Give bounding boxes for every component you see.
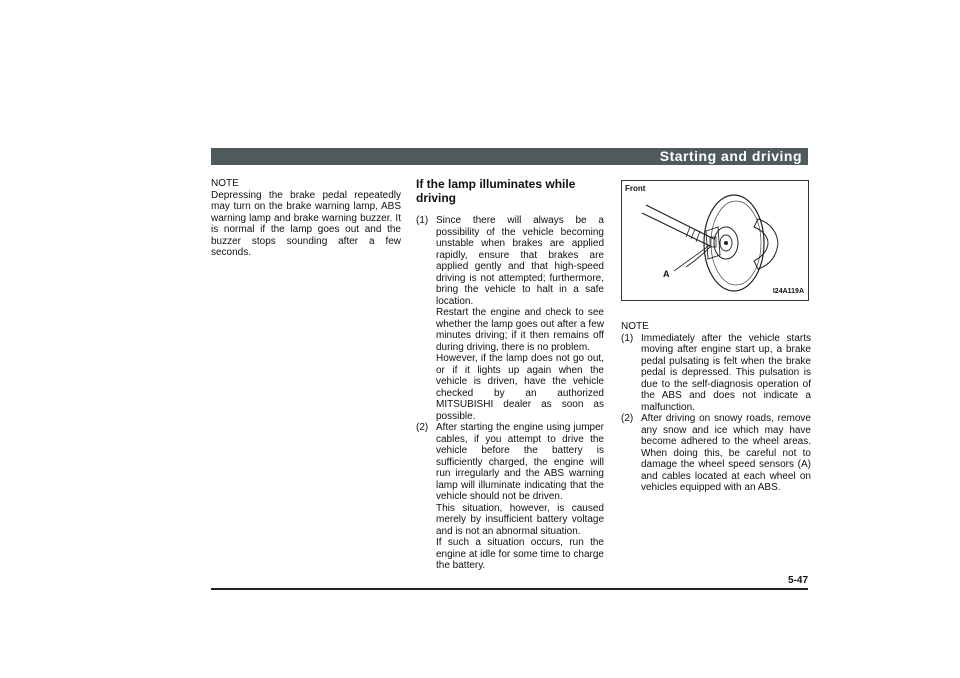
column-right [621, 180, 811, 494]
item-number: (1) [416, 215, 429, 226]
note-block [621, 321, 811, 494]
list-item [621, 413, 811, 494]
figure-code: I24A119A [772, 287, 804, 295]
item-number: (1) [621, 332, 634, 344]
item-paragraph: After starting the engine using jumper cables, if you attempt to drive the vehicle before the battery is sufficiently charged, the engine will run irregularly and the ABS warning lamp will illuminate indicating that the vehicle should not be driven. [436, 422, 604, 502]
list-item [416, 215, 604, 422]
page-number: 5-47 [787, 575, 808, 586]
item-paragraph: Since there will always be a possibility of the vehicle becoming unstable when brakes are applied rapidly, ensure that brakes are applied gently and that high-speed driving is not attempted; furthermore, bring the vehicle to halt in a safe location. [436, 215, 604, 307]
list-item [621, 333, 811, 414]
column-middle [416, 178, 604, 572]
item-body [436, 422, 604, 572]
section-header-bar [211, 148, 808, 165]
item-number: (2) [621, 413, 634, 424]
item-paragraph: Immediately after the vehicle starts moving after engine start up, a brake pedal pulsating is felt when the brake pedal is depressed. This pulsation is due to the self-diagnosis operation of the ABS and does not indicate a malfunction. [641, 332, 811, 413]
section-title: Starting and driving [659, 148, 802, 164]
item-paragraph: This situation, however, is caused merely by insufficient battery voltage and is not an abnormal situation. [436, 502, 604, 537]
item-paragraph: Restart the engine and check to see whether the lamp goes out after a few minutes driving; if it then remains off during driving, there is no problem. [436, 307, 604, 353]
item-body [436, 215, 604, 422]
note-label: NOTE [621, 321, 649, 332]
item-paragraph: If such a situation occurs, run the engine at idle for some time to charge the battery. [436, 537, 604, 571]
note-label: NOTE [211, 178, 239, 189]
figure-callout-a: A [663, 269, 670, 279]
list-item [416, 422, 604, 572]
column-left [211, 178, 401, 259]
wheel-hub-illustration [622, 181, 808, 300]
note-text: Depressing the brake pedal repeatedly may turn on the brake warning lamp, ABS warning lamp and brake warning buzzer. It is normal if the lamp goes out and the buzzer stops sounding after a few seconds. [211, 189, 401, 258]
footer-rule [211, 588, 808, 590]
item-paragraph: After driving on snowy roads, remove any snow and ice which may have become adhered to the wheel areas. When doing this, be careful not to damage the wheel speed sensors (A) and cables located at each wheel on vehicles equipped with an ABS. [641, 413, 811, 493]
figure-front-label: Front [625, 184, 646, 193]
section-heading: If the lamp illuminates while driving [416, 177, 576, 205]
item-number: (2) [416, 422, 429, 433]
item-paragraph: However, if the lamp does not go out, or if it lights up again when the vehicle is driven, have the vehicle checked by an authorized MITSUBISHI dealer as soon as possible. [436, 353, 604, 422]
wheel-sensor-figure [621, 180, 809, 301]
